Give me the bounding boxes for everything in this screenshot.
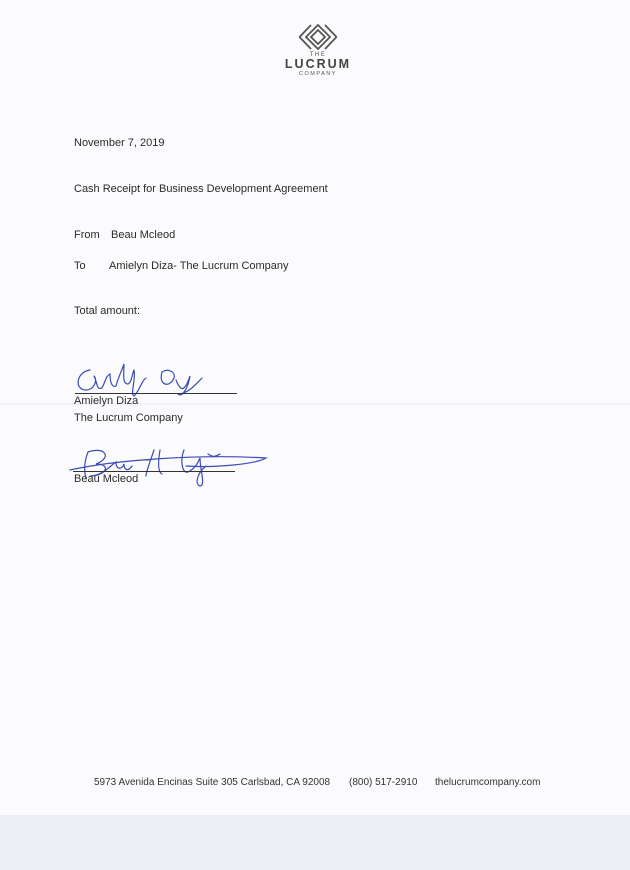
from-value: Beau Mcleod [111, 229, 176, 241]
footer-phone: (800) 517-2910 [349, 777, 418, 788]
to-label: To [74, 260, 86, 272]
logo-the: THE [309, 52, 327, 58]
scan-margin [0, 815, 630, 870]
signature-line-2 [73, 471, 235, 472]
logo-company: COMPANY [299, 71, 337, 77]
signer-1-name: Amielyn Diza [74, 395, 139, 407]
from-label: From [74, 229, 100, 241]
footer-website[interactable]: thelucrumcompany.com [435, 777, 541, 788]
logo-name: LUCRUM [284, 57, 352, 71]
signer-2-name: Beau Mcleod [74, 473, 139, 485]
total-amount-label: Total amount: [74, 305, 141, 317]
company-logo [268, 24, 368, 77]
signature-amielyn-diza [70, 360, 220, 400]
letter-subject: Cash Receipt for Business Development Agreement [74, 183, 328, 195]
footer-address: 5973 Avenida Encinas Suite 305 Carlsbad, CA 92008 [94, 777, 331, 788]
letter-date: November 7, 2019 [74, 137, 165, 149]
lucrum-diamond-icon [299, 24, 337, 50]
signer-1-company: The Lucrum Company [74, 412, 183, 424]
to-value: Amielyn Diza- The Lucrum Company [109, 260, 289, 272]
signature-line-1 [75, 393, 237, 394]
